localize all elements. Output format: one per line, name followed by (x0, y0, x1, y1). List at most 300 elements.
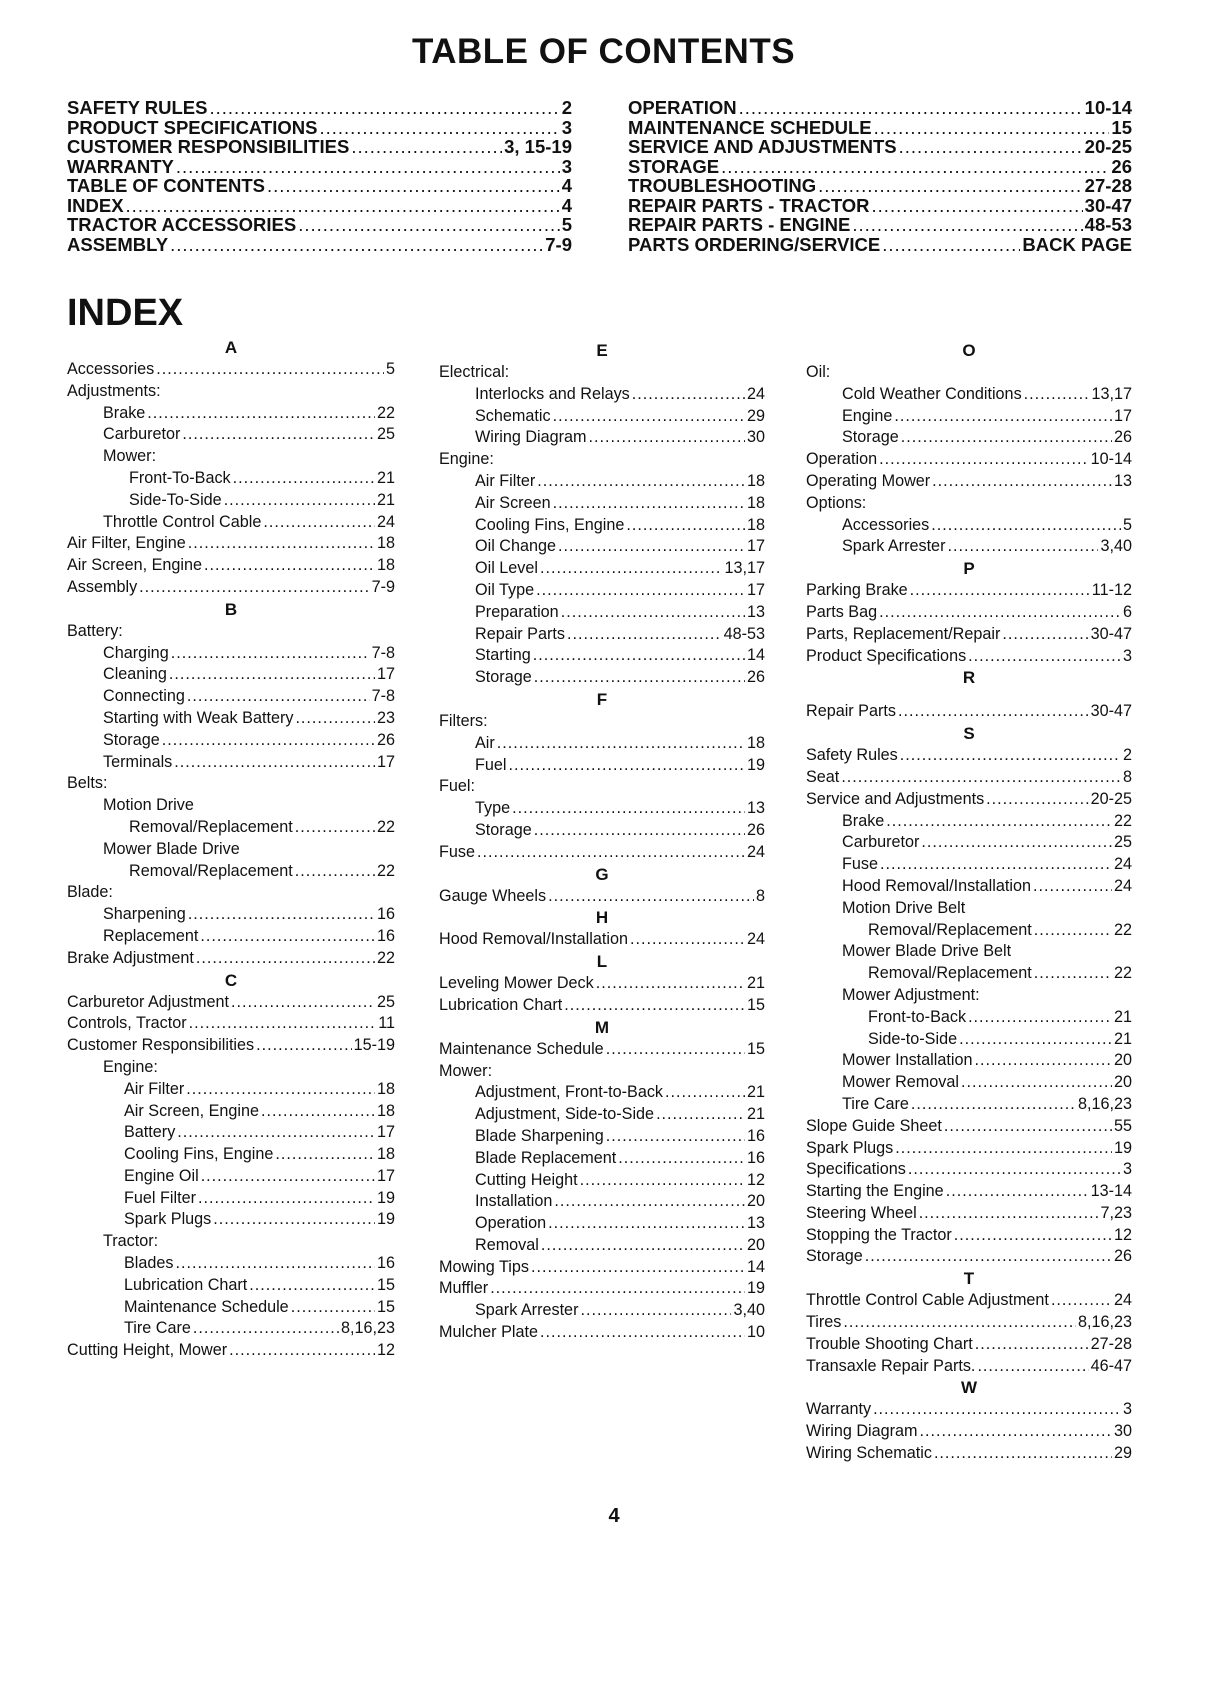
index-entry-label: Front-to-Back (868, 1007, 967, 1026)
index-entry-page: 24 (1113, 876, 1132, 895)
toc-entry-label: REPAIR PARTS - ENGINE (628, 214, 851, 235)
index-entry (806, 876, 1132, 898)
index-entry-page: 3 (1122, 1400, 1132, 1419)
dot-leader (974, 1050, 1112, 1072)
dot-leader (263, 512, 375, 534)
index-entry-page: 20 (746, 1192, 765, 1211)
index-entry (67, 1035, 395, 1057)
index-entry-label: Throttle Control Cable Adjustment (806, 1291, 1049, 1310)
index-entry-label: Blade Sharpening (475, 1126, 604, 1145)
index-entry (439, 1191, 765, 1213)
index-entry-label: Accessories (67, 360, 155, 378)
toc-entry-label: STORAGE (628, 155, 720, 177)
toc-entry-page: 48-53 (1084, 214, 1132, 235)
index-entry (439, 973, 765, 995)
dot-leader (961, 1072, 1112, 1094)
index-entry-page: 30 (746, 428, 765, 447)
index-entry (67, 468, 395, 490)
index-entry-page: 21 (1113, 1029, 1132, 1048)
index-entry-label: Blade: (67, 883, 113, 902)
index-entry-label: Mower: (103, 447, 157, 466)
index-entry-page: 16 (376, 905, 395, 924)
index-entry-label: Fuel Filter (124, 1188, 196, 1207)
index-entry (806, 920, 1132, 942)
toc-entry-label: TROUBLESHOOTING (628, 175, 817, 196)
index-entry-label: Wiring Diagram (475, 428, 587, 447)
index-entry-page: 18 (746, 515, 765, 534)
toc-entry-page: 27-28 (1084, 175, 1132, 196)
index-entry (67, 795, 395, 817)
index-entry (439, 602, 765, 624)
index-entry-label: Tire Care (124, 1319, 191, 1338)
index-entry (67, 555, 395, 577)
index-entry-label: Tires (806, 1313, 842, 1332)
dot-leader (986, 789, 1088, 811)
index-entry-label: Belts: (67, 774, 108, 793)
dot-leader (553, 493, 745, 515)
toc-entry (628, 137, 1132, 157)
spacer (806, 689, 1132, 701)
index-entry (806, 1246, 1132, 1268)
dot-leader (295, 817, 375, 839)
toc-entry-page: 20-25 (1084, 136, 1132, 157)
index-entry-page: 5 (1122, 515, 1132, 534)
index-entry-page: 24 (746, 384, 765, 403)
dot-leader (934, 1443, 1112, 1465)
index-entry (67, 926, 395, 948)
index-entry-label: Removal (475, 1235, 539, 1254)
index-entry-page: 13-14 (1090, 1182, 1132, 1201)
index-entry-label: Oil Change (475, 537, 556, 556)
index-entry-page: 3 (1122, 646, 1132, 665)
index-entry-label: Steering Wheel (806, 1203, 917, 1222)
index-entry-page: 17 (746, 537, 765, 556)
index-entry (67, 577, 395, 599)
dot-leader (561, 602, 745, 624)
index-entry-label: Engine: (103, 1057, 158, 1076)
index-entry-label: Mowing Tips (439, 1257, 529, 1276)
index-entry (67, 621, 395, 643)
index-entry-page: 15 (376, 1275, 395, 1294)
index-entry-label: Seat (806, 767, 840, 786)
index-entry (67, 1122, 395, 1144)
dot-leader (182, 424, 375, 446)
index-entry-page: 55 (1113, 1116, 1132, 1135)
dot-leader (147, 403, 375, 425)
index-entry-label: Filters: (439, 711, 488, 730)
dot-leader (298, 215, 559, 235)
dot-leader (162, 730, 375, 752)
index-entry (439, 1104, 765, 1126)
toc-entry-page: 30-47 (1084, 194, 1132, 216)
dot-leader (537, 471, 745, 493)
index-entry-page: 22 (1113, 920, 1132, 939)
dot-leader (295, 708, 375, 730)
index-entry (67, 381, 395, 403)
dot-leader (477, 842, 745, 864)
index-letter-heading: L (596, 952, 608, 972)
index-entry-label: Leveling Mower Deck (439, 974, 594, 993)
dot-leader (249, 1275, 375, 1297)
dot-leader (256, 1035, 351, 1057)
dot-leader (656, 1104, 745, 1126)
index-entry-label: Starting (475, 646, 531, 665)
toc-entry-page: 4 (561, 175, 572, 196)
index-entry (806, 493, 1132, 515)
toc-entry-label: INDEX (67, 194, 124, 216)
index-entry-page: 18 (746, 471, 765, 490)
dot-leader (895, 1138, 1112, 1160)
index-entry (806, 1094, 1132, 1116)
dot-leader (898, 701, 1089, 723)
index-entry-page: 3 (1122, 1160, 1132, 1179)
index-entry-label: Stopping the Tractor (806, 1225, 952, 1244)
dot-leader (233, 468, 375, 490)
index-entry-label: Specifications (806, 1160, 906, 1179)
index-entry (67, 403, 395, 425)
index-entry-label: Air Filter (124, 1079, 185, 1098)
index-entry-label: Storage (103, 730, 160, 749)
toc-entry-page: 3 (561, 155, 572, 177)
index-entry-label: Mower Blade Drive Belt (842, 942, 1012, 961)
index-entry-page: 12 (746, 1170, 765, 1189)
index-letter-heading: M (594, 1017, 610, 1037)
index-entry-page: 18 (376, 1145, 395, 1164)
dot-leader (596, 973, 745, 995)
index-entry-label: Cooling Fins, Engine (475, 515, 625, 534)
index-entry (439, 536, 765, 558)
index-entry (806, 384, 1132, 406)
index-entry-label: Tractor: (103, 1232, 159, 1251)
index-entry-label: Trouble Shooting Chart (806, 1334, 973, 1353)
dot-leader (139, 577, 369, 599)
index-letter-heading: B (224, 599, 238, 619)
index-entry (806, 1029, 1132, 1051)
dot-leader (540, 558, 723, 580)
index-entry (806, 1181, 1132, 1203)
index-column-1 (67, 337, 395, 1362)
index-entry (806, 602, 1132, 624)
index-entry (806, 898, 1132, 920)
index-entry-page: 17 (376, 752, 395, 771)
dot-leader (291, 1297, 375, 1319)
index-letter-heading: T (963, 1269, 975, 1289)
index-entry (806, 1007, 1132, 1029)
index-entry-label: Lubrication Chart (439, 995, 563, 1014)
index-entry-label: Oil Level (475, 559, 538, 578)
index-entry-page: 14 (746, 646, 765, 665)
dot-leader (564, 995, 745, 1017)
index-entry (806, 1356, 1132, 1378)
index-entry-label: Side-To-Side (129, 490, 222, 509)
index-entry-label: Front-To-Back (129, 468, 231, 487)
toc-entry-label: REPAIR PARTS - TRACTOR (628, 194, 870, 216)
toc-entry-label: SAFETY RULES (67, 97, 208, 118)
index-entry-label: Spark Plugs (806, 1138, 894, 1157)
toc-entry (67, 118, 572, 138)
index-entry-label: Cold Weather Conditions (842, 384, 1022, 403)
toc-entry-page: 4 (561, 194, 572, 216)
dot-leader (606, 1126, 745, 1148)
index-entry (67, 1144, 395, 1166)
dot-leader (553, 406, 745, 428)
dot-leader (1033, 876, 1112, 898)
index-entry-page: 24 (1113, 1291, 1132, 1310)
toc-entry-page: 3 (561, 116, 572, 138)
index-entry-label: Air (475, 733, 495, 752)
index-entry (439, 820, 765, 842)
dot-leader (176, 1253, 375, 1275)
dot-leader (541, 1235, 745, 1257)
dot-leader (632, 384, 745, 406)
dot-leader (176, 157, 560, 177)
index-entry (439, 1039, 765, 1061)
index-entry (806, 1443, 1132, 1465)
index-letter-heading: G (595, 864, 609, 884)
toc-entry (628, 98, 1132, 118)
index-entry (806, 767, 1132, 789)
index-entry-label: Lubrication Chart (124, 1275, 248, 1294)
index-entry-label: Engine: (439, 450, 494, 469)
index-entry (67, 1166, 395, 1188)
index-entry-label: Starting the Engine (806, 1182, 944, 1201)
dot-leader (739, 98, 1083, 118)
index-entry-page: 8,16,23 (1077, 1313, 1132, 1332)
dot-leader (512, 798, 745, 820)
toc-entry-page: 3, 15-19 (504, 136, 572, 157)
index-entry-page: 22 (1113, 964, 1132, 983)
dot-leader (533, 645, 745, 667)
index-entry-label: Maintenance Schedule (124, 1297, 289, 1316)
index-entry-label: Storage (842, 428, 899, 447)
index-entry-page: 30-47 (1090, 624, 1132, 643)
index-entry-page: 20 (1113, 1073, 1132, 1092)
index-entry (806, 1421, 1132, 1443)
index-entry (67, 1253, 395, 1275)
index-entry-page: 24 (746, 842, 765, 861)
index-entry-label: Battery (124, 1123, 176, 1142)
index-entry-label: Air Filter (475, 471, 536, 490)
index-entry-page: 18 (376, 556, 395, 575)
dot-leader (534, 667, 745, 689)
dot-leader (509, 755, 745, 777)
index-entry-label: Accessories (842, 515, 930, 534)
dot-leader (200, 926, 375, 948)
index-entry (439, 667, 765, 689)
index-entry-label: Slope Guide Sheet (806, 1116, 942, 1135)
dot-leader (295, 861, 375, 883)
dot-leader (187, 686, 370, 708)
toc-entry-page: 15 (1111, 116, 1132, 138)
index-entry-label: Service and Adjustments (806, 789, 985, 808)
index-entry (439, 449, 765, 471)
index-entry-label: Sharpening (103, 905, 186, 924)
index-entry (67, 1209, 395, 1231)
dot-leader (919, 1203, 1099, 1225)
toc-entry (67, 235, 572, 255)
index-entry-label: Side-to-Side (868, 1029, 958, 1048)
index-letter-heading: E (596, 341, 608, 360)
dot-leader (977, 1356, 1088, 1378)
index-entry (67, 948, 395, 970)
index-entry-page: 13 (746, 799, 765, 818)
index-entry-page: 8,16,23 (340, 1319, 395, 1338)
index-column-2 (439, 340, 765, 1344)
index-entry (806, 515, 1132, 537)
dot-leader (910, 580, 1090, 602)
page-title: TABLE OF CONTENTS (411, 32, 796, 71)
index-entry (439, 711, 765, 733)
index-entry (67, 1340, 395, 1362)
index-entry (439, 798, 765, 820)
index-entry-page: 18 (376, 534, 395, 553)
index-entry (67, 424, 395, 446)
index-entry-page: 21 (746, 974, 765, 993)
index-entry (806, 1159, 1132, 1181)
index-column-3 (806, 340, 1132, 1465)
index-entry (439, 1278, 765, 1300)
index-entry-page: 48-53 (723, 624, 765, 643)
index-entry-page: 20 (746, 1235, 765, 1254)
toc-entry-page: BACK PAGE (1022, 233, 1132, 255)
dot-leader (1051, 1290, 1112, 1312)
index-entry (439, 580, 765, 602)
dot-leader (177, 1122, 375, 1144)
index-entry-label: Muffler (439, 1279, 489, 1298)
dot-leader (497, 733, 745, 755)
dot-leader (209, 98, 559, 118)
index-entry (439, 427, 765, 449)
index-entry (67, 817, 395, 839)
dot-leader (1024, 384, 1090, 406)
index-entry-page: 7-9 (371, 577, 395, 596)
index-entry (439, 776, 765, 798)
index-entry-page: 25 (1113, 833, 1132, 852)
index-entry (67, 512, 395, 534)
dot-leader (901, 427, 1112, 449)
index-entry (806, 941, 1132, 963)
index-entry (67, 490, 395, 512)
index-entry (67, 882, 395, 904)
index-entry-page: 18 (746, 493, 765, 512)
toc-entry (67, 176, 572, 196)
index-entry (439, 995, 765, 1017)
index-entry-label: Fuse (842, 855, 878, 874)
index-entry-label: Cooling Fins, Engine (124, 1145, 274, 1164)
index-entry-label: Storage (475, 668, 532, 687)
index-entry (67, 1101, 395, 1123)
index-entry-label: Starting with Weak Battery (103, 708, 294, 727)
index-entry-page: 13 (746, 602, 765, 621)
index-entry (67, 1318, 395, 1340)
index-entry-page: 16 (746, 1148, 765, 1167)
page-number: 4 (608, 1505, 620, 1527)
index-entry (806, 1290, 1132, 1312)
index-entry-page: 29 (1113, 1444, 1132, 1463)
index-entry-page: 22 (1113, 811, 1132, 830)
index-entry-label: Product Specifications (806, 646, 967, 665)
index-entry (439, 929, 765, 951)
index-entry (806, 1138, 1132, 1160)
index-entry (806, 1225, 1132, 1247)
index-letter-heading: F (596, 689, 608, 709)
index-entry-label: Air Screen, Engine (124, 1101, 259, 1120)
toc-entry (67, 215, 572, 235)
index-entry-page: 10 (746, 1323, 765, 1342)
index-entry-label: Operation (806, 450, 878, 469)
dot-leader (900, 745, 1121, 767)
index-entry-page: 22 (376, 403, 395, 422)
index-entry (806, 1050, 1132, 1072)
index-entry-page: 12 (1113, 1225, 1132, 1244)
index-entry-page: 7-8 (371, 643, 395, 662)
dot-leader (944, 1116, 1112, 1138)
dot-leader (189, 1013, 377, 1035)
index-entry-label: Removal/Replacement (129, 861, 293, 880)
toc-entry-page: 10-14 (1084, 97, 1132, 118)
dot-leader (1002, 624, 1088, 646)
index-entry-page: 15-19 (353, 1036, 395, 1055)
index-entry-label: Gauge Wheels (439, 886, 547, 905)
dot-leader (1034, 963, 1112, 985)
index-entry-label: Carburetor (103, 425, 181, 444)
index-entry-page: 7,23 (1100, 1203, 1132, 1222)
index-heading: INDEX (67, 292, 184, 334)
index-entry-page: 25 (376, 992, 395, 1011)
index-entry-label: Spark Plugs (124, 1210, 212, 1229)
index-entry (439, 558, 765, 580)
index-entry-label: Controls, Tractor (67, 1014, 187, 1033)
index-entry (67, 1079, 395, 1101)
index-entry-label: Fuel (475, 755, 507, 774)
toc-entry (628, 235, 1132, 255)
dot-leader (968, 1007, 1112, 1029)
toc-entry (628, 176, 1132, 196)
index-entry-label: Engine Oil (124, 1166, 199, 1185)
index-entry (67, 664, 395, 686)
dot-leader (852, 215, 1082, 235)
index-entry-page: 21 (746, 1083, 765, 1102)
dot-leader (975, 1334, 1089, 1356)
dot-leader (531, 1257, 745, 1279)
dot-leader (319, 118, 559, 138)
index-entry (806, 963, 1132, 985)
toc-entry (67, 157, 572, 177)
index-entry (806, 471, 1132, 493)
index-entry (67, 992, 395, 1014)
index-entry (439, 493, 765, 515)
index-entry (806, 406, 1132, 428)
index-entry-page: 17 (376, 1166, 395, 1185)
dot-leader (580, 1300, 731, 1322)
dot-leader (954, 1225, 1112, 1247)
dot-leader (880, 854, 1112, 876)
index-entry-page: 3,40 (1100, 537, 1132, 556)
index-entry-label: Throttle Control Cable (103, 512, 262, 531)
index-entry-page: 15 (376, 1297, 395, 1316)
index-entry-label: Carburetor (842, 833, 920, 852)
dot-leader (630, 929, 745, 951)
index-entry (67, 1013, 395, 1035)
index-entry (439, 1148, 765, 1170)
index-entry-page: 25 (376, 425, 395, 444)
dot-leader (554, 1191, 745, 1213)
toc-entry-page: 26 (1111, 155, 1132, 177)
index-entry-page: 15 (746, 995, 765, 1014)
dot-leader (275, 1144, 375, 1166)
index-entry-page: 30 (1113, 1422, 1132, 1441)
dot-leader (261, 1101, 375, 1123)
